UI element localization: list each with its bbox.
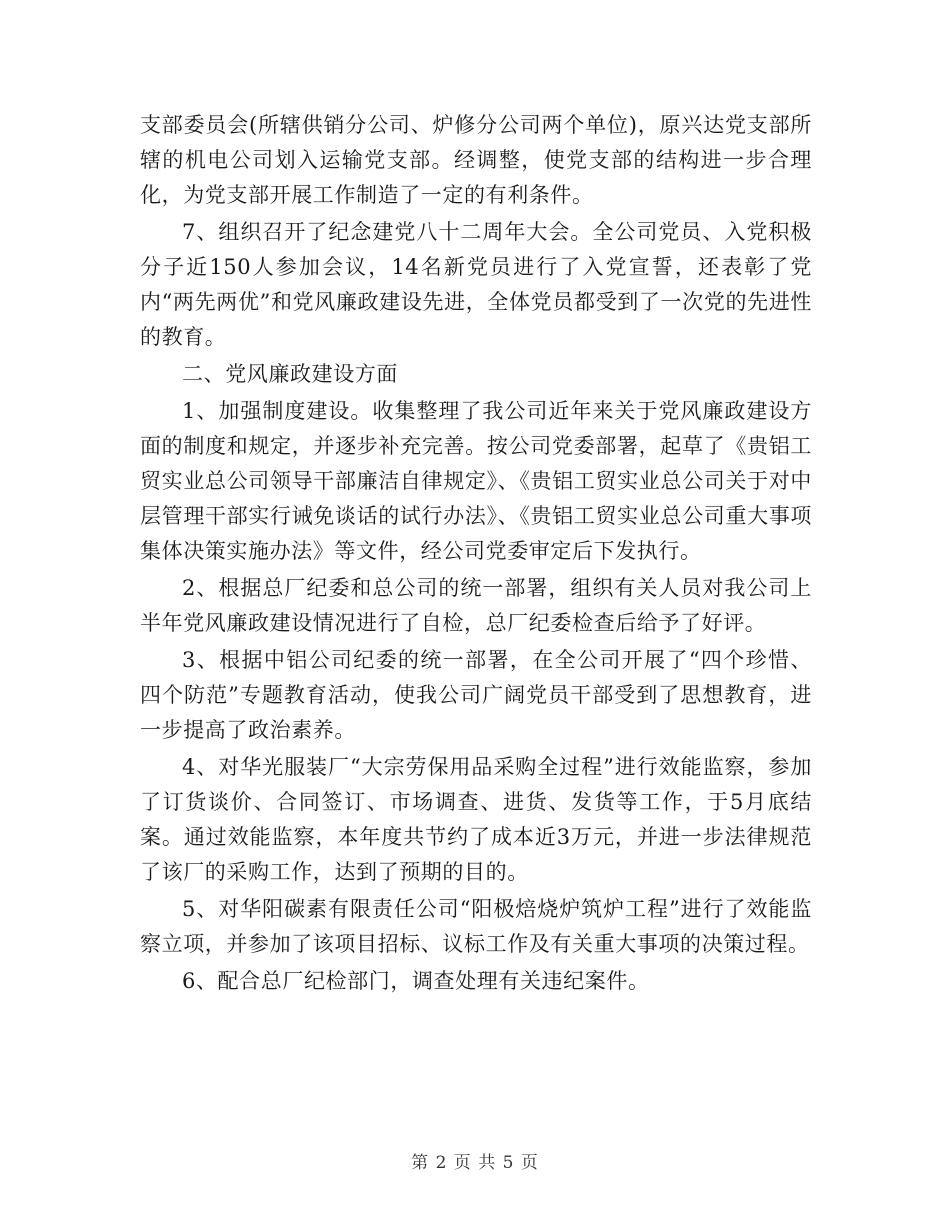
paragraph-item-5: 5、对华阳碳素有限责任公司“阳极焙烧炉筑炉工程”进行了效能监察立项，并参加了该项目招标、议标工作及有关重大事项的决策过程。 (140, 897, 812, 956)
paragraph-item-2: 2、根据总厂纪委和总公司的统一部署，组织有关人员对我公司上半年党风廉政建设情况进行了自检，总厂纪委检查后给予了好评。 (140, 576, 812, 635)
paragraph-item-1: 1、加强制度建设。收集整理了我公司近年来关于党风廉政建设方面的制度和规定，并逐步补充完善。按公司党委部署，起草了《贵铝工贸实业总公司领导干部廉洁自律规定》、《贵铝工贸实业总公司关于对中层管理干部实行诫免谈话的试行办法》、《贵铝工贸实业总公司重大事项集体决策实施办法》等文件，经公司党委审定后下发执行。 (140, 399, 812, 563)
paragraph-item-3: 3、根据中铝公司纪委的统一部署，在全公司开展了“四个珍惜、四个防范”专题教育活动，使我公司广阔党员干部受到了思想教育，进一步提高了政治素养。 (140, 648, 812, 742)
page-footer (0, 1148, 950, 1173)
paragraph-item-6: 6、配合总厂纪检部门，调查处理有关违纪案件。 (182, 969, 650, 993)
section-heading: 二、党风廉政建设方面 (182, 362, 398, 386)
document-body (140, 108, 812, 999)
paragraph-item-4: 4、对华光服装厂“大宗劳保用品采购全过程”进行效能监察，参加了订货谈价、合同签订、市场调查、进货、发货等工作，于5月底结案。通过效能监察，本年度共节约了成本近3万元，并进一步法律规范了该厂的采购工作，达到了预期的目的。 (140, 755, 812, 884)
paragraph-continuation: 支部委员会(所辖供销分公司、炉修分公司两个单位)，原兴达党支部所辖的机电公司划入运输党支部。经调整，使党支部的结构进一步合理化，为党支部开展工作制造了一定的有利条件。 (140, 113, 812, 207)
page-number-label: 第 2 页 共 5 页 (411, 1153, 539, 1173)
paragraph-item-7: 7、组织召开了纪念建党八十二周年大会。全公司党员、入党积极分子近150人参加会议，14名新党员进行了入党宣誓，还表彰了党内“两先两优”和党风廉政建设先进，全体党员都受到了一次党的先进性的教育。 (140, 220, 812, 349)
